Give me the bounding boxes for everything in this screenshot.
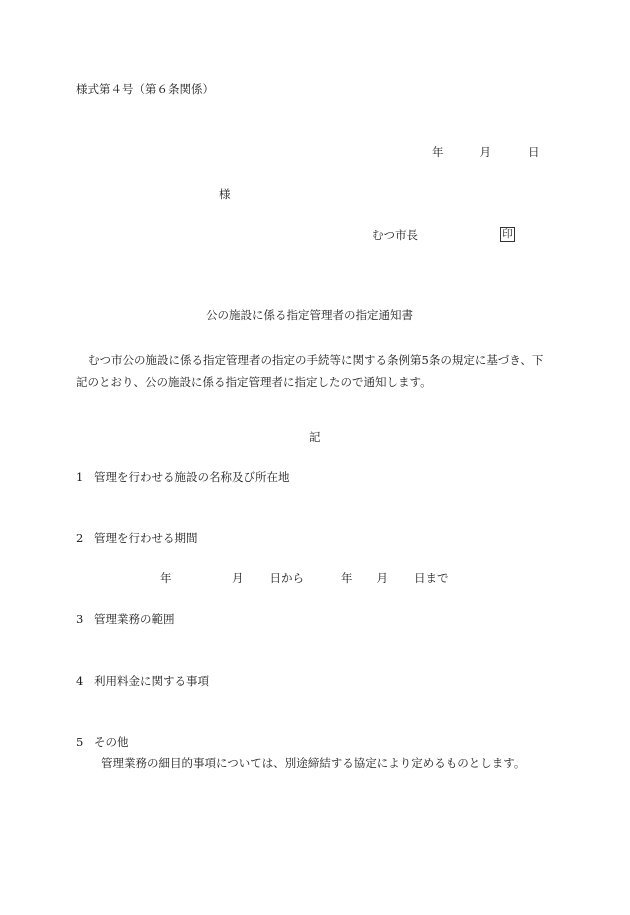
period-line (160, 573, 449, 585)
date-year-label: 年 (432, 145, 444, 159)
list-item (76, 533, 198, 545)
sender-title: むつ市長 (372, 228, 418, 242)
item-label: 利用料金に関する事項 (94, 674, 209, 688)
other-description: 管理業務の細目的事項については、別途締結する協定により定めるものとします。 (101, 756, 526, 770)
item-number: 5 (76, 735, 84, 749)
item-number: 3 (76, 612, 84, 626)
date-line (432, 147, 540, 159)
item-number: 4 (76, 674, 84, 688)
list-item (76, 472, 290, 484)
date-month-label: 月 (479, 145, 491, 159)
period-to-year: 年 (341, 571, 353, 585)
document-title: 公の施設に係る指定管理者の指定通知書 (206, 308, 413, 322)
document-body: むつ市公の施設に係る指定管理者の指定の手続等に関する条例第5条の規定に基づき、下記のとおり、公の施設に係る指定管理者に指定したので通知します。 (76, 353, 544, 389)
period-from-month: 月 (232, 571, 244, 585)
period-from-day: 日から (269, 571, 304, 585)
list-item (76, 676, 209, 688)
ki-heading: 記 (309, 430, 321, 444)
item-label: その他 (94, 735, 129, 749)
list-item (76, 737, 129, 749)
form-number: 様式第４号（第６条関係） (76, 82, 214, 96)
period-to-month: 月 (376, 571, 388, 585)
period-to-day: 日まで (414, 571, 449, 585)
item-number: 1 (76, 470, 84, 484)
item-label: 管理を行わせる期間 (94, 531, 198, 545)
item-label: 管理を行わせる施設の名称及び所在地 (94, 470, 290, 484)
period-from-year: 年 (160, 571, 172, 585)
date-day-label: 日 (528, 145, 540, 159)
item-label: 管理業務の範囲 (94, 612, 175, 626)
list-item (76, 614, 175, 626)
seal-mark: 印 (500, 227, 515, 242)
addressee-honorific: 様 (219, 187, 231, 201)
item-number: 2 (76, 531, 84, 545)
